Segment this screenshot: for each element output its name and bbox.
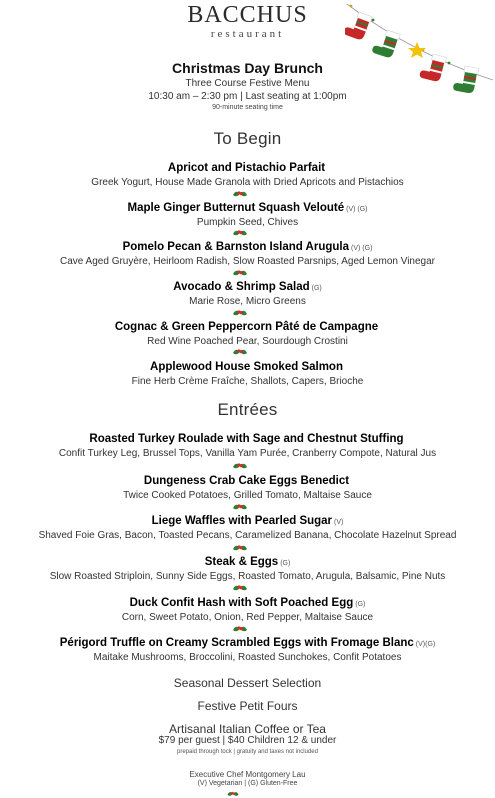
dish-description: Confit Turkey Leg, Brussel Tops, Vanilla Yam Purée, Cranberry Compote, Natural Jus xyxy=(58,448,437,459)
dish-description: Pumpkin Seed, Chives xyxy=(196,217,299,228)
dish-description: Twice Cooked Potatoes, Grilled Tomato, Maltaise Sauce xyxy=(123,490,372,501)
dish-description: Red Wine Poached Pear, Sourdough Crostini xyxy=(147,336,348,347)
dish-name: Avocado & Shrimp Salad xyxy=(173,281,310,293)
dish-name: Dungeness Crab Cake Eggs Benedict xyxy=(143,475,350,487)
dish-item xyxy=(0,240,495,268)
dish-description: Fine Herb Crème Fraîche, Shallots, Capers, Brioche xyxy=(131,376,364,387)
dish-name: Maple Ginger Butternut Squash Velouté xyxy=(127,202,345,214)
dish-item xyxy=(0,280,495,308)
dish-item xyxy=(0,320,495,348)
menu-title: Christmas Day Brunch xyxy=(172,60,323,76)
dish-item xyxy=(0,201,495,229)
dish-name: Pomelo Pecan & Barnston Island Arugula xyxy=(122,241,350,253)
holly-icon xyxy=(232,228,248,238)
dessert-course: Seasonal Dessert Selection xyxy=(173,676,322,690)
dish-description: Shaved Foie Gras, Bacon, Toasted Pecans, Caramelized Banana, Chocolate Hazelnut Spread xyxy=(38,530,457,541)
seating-note: 90-minute seating time xyxy=(212,104,283,111)
dietary-legend: (V) Vegetarian | (G) Gluten-Free xyxy=(197,780,298,787)
holly-icon xyxy=(232,461,248,471)
petit-fours: Festive Petit Fours xyxy=(197,699,298,713)
holly-icon xyxy=(232,583,248,593)
holly-icon xyxy=(232,543,248,553)
menu-hours: 10:30 am – 2:30 pm | Last seating at 1:00pm xyxy=(148,91,347,102)
dish-item xyxy=(0,474,495,502)
coffee-tea: Artisanal Italian Coffee or Tea xyxy=(169,722,326,736)
section-title-to-begin: To Begin xyxy=(213,129,282,148)
dish-name: Roasted Turkey Roulade with Sage and Chestnut Stuffing xyxy=(89,433,404,445)
dietary-tag: (G) xyxy=(280,560,291,567)
dish-name: Steak & Eggs xyxy=(204,556,279,568)
dietary-tag: (V) (G) xyxy=(351,245,373,252)
dietary-tag: (V) (G) xyxy=(346,206,368,213)
holly-icon xyxy=(232,624,248,634)
dish-name: Cognac & Green Peppercorn Pâté de Campagne xyxy=(114,321,379,333)
dish-name: Liege Waffles with Pearled Sugar xyxy=(151,515,333,527)
holly-icon xyxy=(232,502,248,512)
dish-description: Maitake Mushrooms, Broccolini, Roasted Sunchokes, Confit Potatoes xyxy=(93,652,402,663)
holly-icon xyxy=(232,268,248,278)
dish-item xyxy=(0,432,495,460)
section-title-entrees: Entrées xyxy=(217,400,278,419)
dish-item xyxy=(0,360,495,388)
dish-description: Greek Yogurt, House Made Granola with Dried Apricots and Pistachios xyxy=(91,177,404,188)
dish-item xyxy=(0,514,495,542)
dish-name: Applewood House Smoked Salmon xyxy=(150,361,343,373)
dish-item xyxy=(0,161,495,189)
dish-description: Corn, Sweet Potato, Onion, Red Pepper, Maltaise Sauce xyxy=(121,612,374,623)
dish-name: Duck Confit Hash with Soft Poached Egg xyxy=(129,597,354,609)
dish-description: Cave Aged Gruyère, Heirloom Radish, Slow Roasted Parsnips, Aged Lemon Vinegar xyxy=(59,256,436,267)
dish-description: Marie Rose, Micro Greens xyxy=(189,296,306,307)
dietary-tag: (V) xyxy=(334,519,344,526)
holly-icon xyxy=(232,189,248,199)
dish-item xyxy=(0,636,495,664)
holly-icon xyxy=(232,347,248,357)
dish-item xyxy=(0,596,495,624)
menu-subtitle: Three Course Festive Menu xyxy=(185,78,310,89)
brand-subtitle: restaurant xyxy=(210,28,285,40)
dish-item xyxy=(0,555,495,583)
dish-description: Slow Roasted Striploin, Sunny Side Eggs, Roasted Tomato, Arugula, Balsamic, Pine Nuts xyxy=(49,571,446,582)
dietary-tag: (G) xyxy=(311,285,322,292)
price-line: $79 per guest | $40 Children 12 & under xyxy=(158,735,337,746)
holly-icon xyxy=(226,790,240,798)
dietary-tag: (V)(G) xyxy=(415,641,436,648)
executive-chef: Executive Chef Montgomery Lau xyxy=(189,770,306,779)
dish-name: Apricot and Pistachio Parfait xyxy=(167,162,326,174)
holly-icon xyxy=(232,308,248,318)
dietary-tag: (G) xyxy=(355,601,366,608)
dish-name: Périgord Truffle on Creamy Scrambled Eggs with Fromage Blanc xyxy=(59,637,414,649)
fine-print: prepaid through tock | gratuity and taxes not included xyxy=(177,749,318,755)
brand-name: BACCHUS xyxy=(187,2,308,28)
